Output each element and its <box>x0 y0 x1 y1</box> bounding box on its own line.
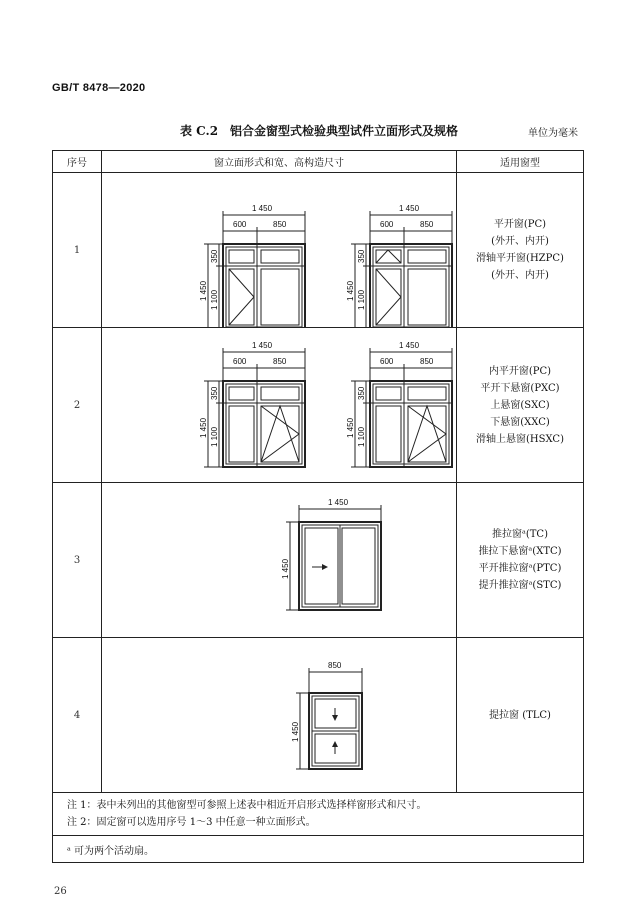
col-header-types: 适用窗型 <box>457 151 584 173</box>
window-type: 平开推拉窗ᵃ(PTC) <box>478 563 562 574</box>
elevation-drawings-row1 <box>102 173 457 327</box>
note-2: 注 2：固定窗可以选用序号 1～3 中任意一种立面形式。 <box>67 817 316 828</box>
notes-cell <box>53 793 584 836</box>
elevation-drawing-row3 <box>102 483 457 637</box>
dim-width-left: 600 <box>380 357 394 366</box>
table-row <box>53 638 584 793</box>
dim-width-total: 1 450 <box>252 204 273 213</box>
table-caption: 表 C.2 铝合金窗型式检验典型试件立面形式及规格 <box>180 124 459 138</box>
dim-width-right: 850 <box>273 357 287 366</box>
header-row <box>53 151 584 173</box>
col-header-seq: 序号 <box>53 151 102 173</box>
row-figure <box>102 173 457 328</box>
window-type: 平开下悬窗(PXC) <box>480 382 560 394</box>
dim-height-top: 350 <box>357 249 366 263</box>
window-type: 滑轴平开窗(HZPC) <box>476 253 564 264</box>
dim-width-total: 1 450 <box>328 498 349 507</box>
row-figure <box>102 638 457 793</box>
note-1: 注 1：表中未列出的其他窗型可参照上述表中相近开启形式选择样窗形式和尺寸。 <box>67 800 427 811</box>
table-row <box>53 173 584 328</box>
dim-height-top: 350 <box>210 386 219 400</box>
dim-height-bottom: 1 100 <box>357 289 366 310</box>
dim-width-left: 600 <box>380 220 394 229</box>
table-row <box>53 328 584 483</box>
page-number: 26 <box>54 886 67 897</box>
window-type: 提拉窗 (TLC) <box>489 709 551 721</box>
window-type: 提升推拉窗ᵃ(STC) <box>478 580 562 591</box>
dim-width-total: 1 450 <box>252 341 273 350</box>
dim-width-left: 600 <box>233 357 247 366</box>
row-figure <box>102 483 457 638</box>
table-row <box>53 483 584 638</box>
dim-width-right: 850 <box>420 357 434 366</box>
elevation-drawing-row4 <box>102 638 457 792</box>
col-header-figure: 窗立面形式和宽、高构造尺寸 <box>102 151 457 173</box>
dim-width-total: 1 450 <box>399 204 420 213</box>
window-type: 推拉下悬窗ᵃ(XTC) <box>478 546 562 557</box>
dim-height-total: 1 450 <box>346 280 355 301</box>
dim-width-right: 850 <box>273 220 287 229</box>
window-type: (外开、内开) <box>491 270 549 281</box>
row-types <box>457 328 584 483</box>
row-types <box>457 173 584 328</box>
window-type: 下悬窗(XXC) <box>490 416 550 428</box>
dim-width-right: 850 <box>420 220 434 229</box>
row-seq: 2 <box>53 328 102 483</box>
window-type: 内平开窗(PC) <box>488 365 552 377</box>
notes-row <box>53 793 584 836</box>
dim-height-bottom: 1 100 <box>357 426 366 447</box>
dim-height-total: 1 450 <box>346 417 355 438</box>
dim-width-left: 600 <box>233 220 247 229</box>
row-figure <box>102 328 457 483</box>
footnote: ᵃ 可为两个活动扇。 <box>53 836 584 863</box>
dim-width-total: 1 450 <box>399 341 420 350</box>
arrow-right-icon <box>322 564 328 570</box>
row-types <box>457 483 584 638</box>
dim-height-bottom: 1 100 <box>210 289 219 310</box>
window-type: 平开窗(PC) <box>493 219 547 230</box>
dim-height-total: 1 450 <box>199 280 208 301</box>
row-seq: 4 <box>53 638 102 793</box>
row-seq: 3 <box>53 483 102 638</box>
dim-height-top: 350 <box>357 386 366 400</box>
unit-note: 单位为毫米 <box>528 128 578 139</box>
window-type: 滑轴上悬窗(HSXC) <box>476 433 564 445</box>
window-type: (外开、内开) <box>491 236 549 247</box>
footnote-row <box>53 836 584 863</box>
dim-height-bottom: 1 100 <box>210 426 219 447</box>
window-type: 上悬窗(SXC) <box>490 399 550 411</box>
window-type: 推拉窗ᵃ(TC) <box>492 529 548 540</box>
arrow-up-icon <box>332 741 338 747</box>
arrow-down-icon <box>332 715 338 721</box>
row-types <box>457 638 584 793</box>
dim-width-single: 850 <box>328 661 342 670</box>
standard-number: GB/T 8478—2020 <box>52 82 146 94</box>
dim-height-total: 1 450 <box>291 721 300 742</box>
dim-height-total: 1 450 <box>281 558 290 579</box>
spec-table <box>52 150 584 863</box>
elevation-drawings-row2 <box>102 328 457 482</box>
dim-height-top: 350 <box>210 249 219 263</box>
row-seq: 1 <box>53 173 102 328</box>
dim-height-total: 1 450 <box>199 417 208 438</box>
